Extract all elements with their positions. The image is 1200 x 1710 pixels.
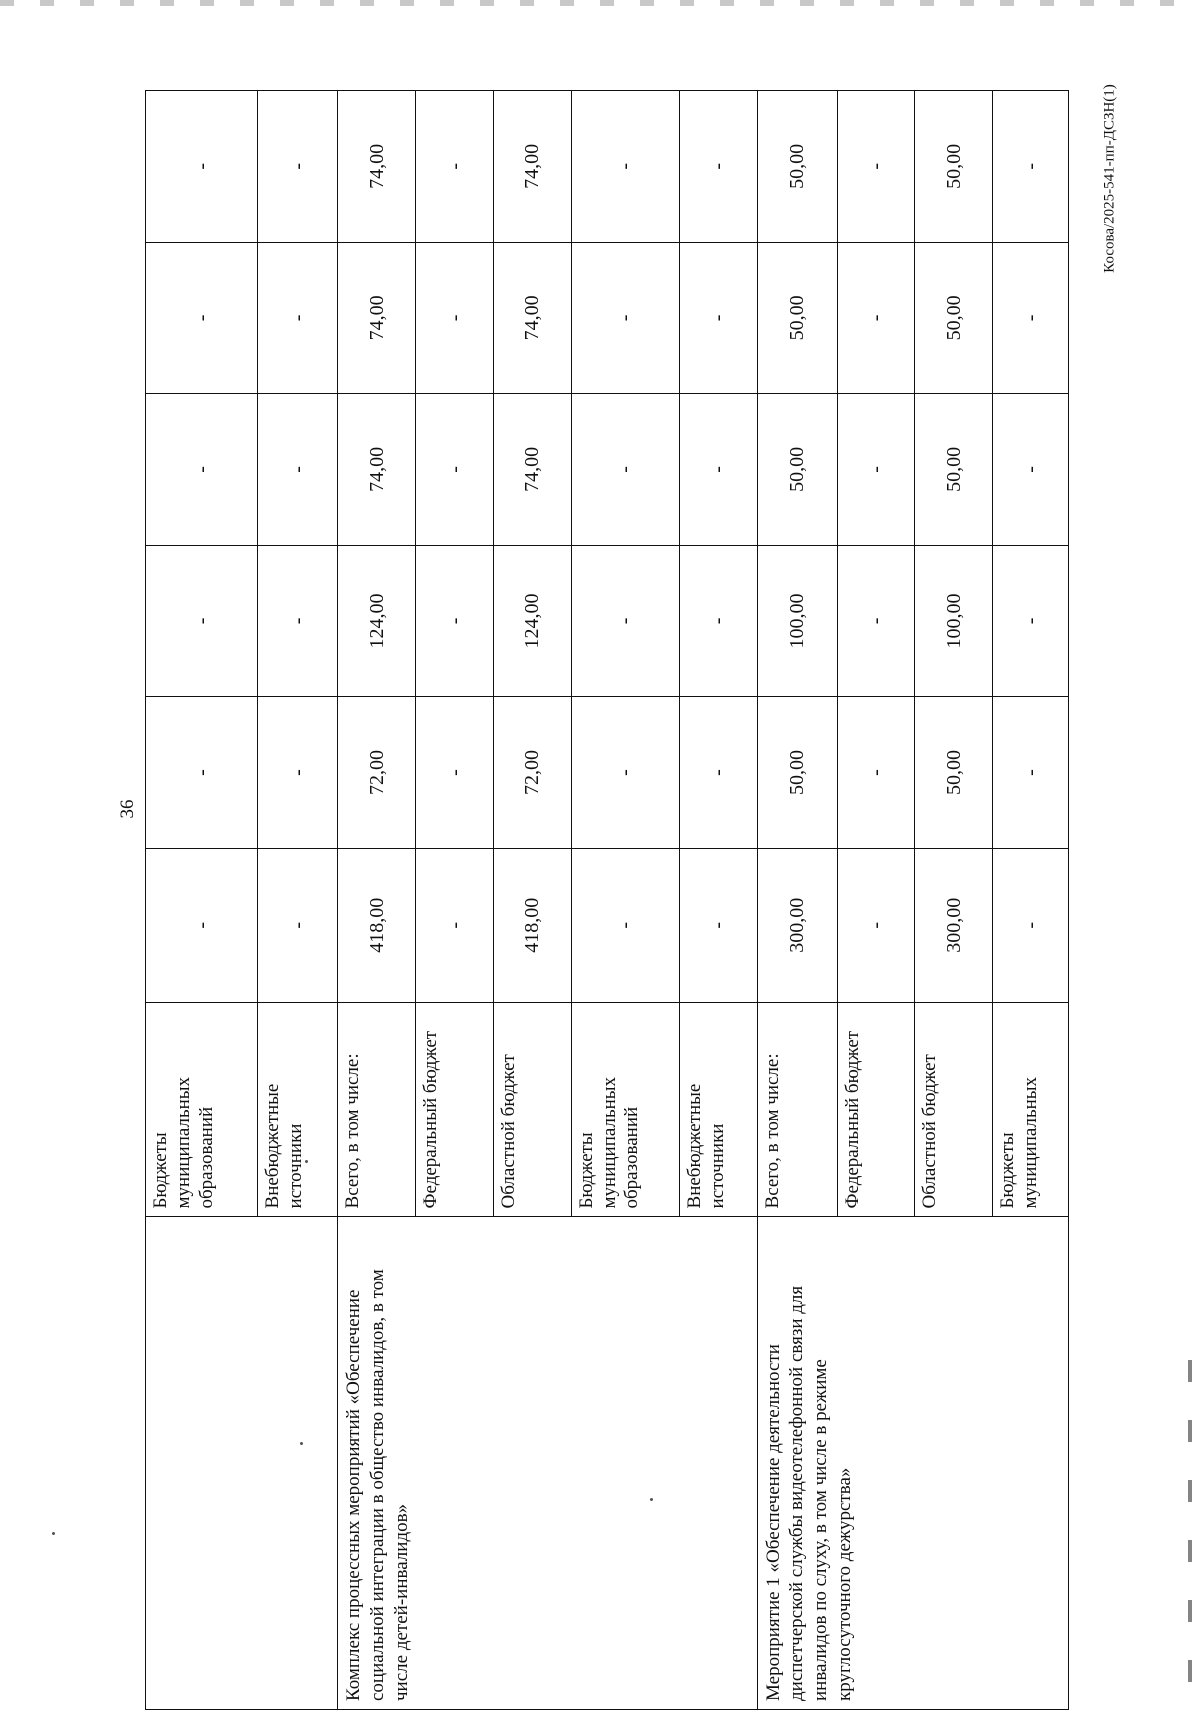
amount-cell: - [993, 394, 1069, 546]
amount-cell: 50,00 [757, 394, 837, 546]
funding-source-cell: Всего, в том числе: [338, 1002, 416, 1217]
amount-cell: 74,00 [493, 91, 571, 243]
amount-cell: - [571, 848, 679, 1002]
amount-cell: - [258, 848, 338, 1002]
amount-cell: - [993, 848, 1069, 1002]
amount-cell: - [416, 848, 494, 1002]
amount-cell: - [571, 545, 679, 697]
amount-cell: - [993, 545, 1069, 697]
budget-table-container [145, 90, 1069, 1710]
amount-cell: - [416, 697, 494, 849]
amount-cell: - [416, 394, 494, 546]
amount-cell: - [146, 697, 258, 849]
amount-cell: - [679, 394, 757, 546]
amount-cell: - [679, 91, 757, 243]
scan-artifact-right [1188, 1360, 1192, 1700]
amount-cell: 74,00 [338, 394, 416, 546]
amount-cell: 100,00 [915, 545, 993, 697]
activity-name-cell: Мероприятие 1 «Обеспечение деятельности диспетчерской службы видеотелефонной связи для инвалидов по слуху, в том числе в режиме круглосуточного дежурства» [757, 1217, 1068, 1710]
funding-source-cell: Бюджеты муниципальных [993, 1002, 1069, 1217]
amount-cell: - [258, 394, 338, 546]
amount-cell: - [258, 242, 338, 394]
amount-cell: 50,00 [915, 242, 993, 394]
amount-cell: 100,00 [757, 545, 837, 697]
amount-cell: - [146, 545, 258, 697]
amount-cell: 124,00 [493, 545, 571, 697]
amount-cell: - [837, 545, 915, 697]
funding-source-cell: Внебюджетные источники [679, 1002, 757, 1217]
scan-speck [52, 1532, 55, 1535]
amount-cell: - [571, 697, 679, 849]
document-code: Косова/2025-541-пп-ДСЗН(1) [1101, 84, 1118, 273]
amount-cell: 50,00 [757, 91, 837, 243]
amount-cell: 124,00 [338, 545, 416, 697]
amount-cell: - [837, 848, 915, 1002]
scan-artifact-top [0, 0, 1200, 6]
amount-cell: - [837, 394, 915, 546]
amount-cell: 74,00 [493, 242, 571, 394]
amount-cell: - [146, 242, 258, 394]
amount-cell: 50,00 [757, 242, 837, 394]
amount-cell: - [679, 545, 757, 697]
amount-cell: 418,00 [338, 848, 416, 1002]
amount-cell: - [679, 848, 757, 1002]
amount-cell: - [146, 91, 258, 243]
amount-cell: 50,00 [915, 697, 993, 849]
amount-cell: - [146, 848, 258, 1002]
amount-cell: 50,00 [915, 394, 993, 546]
amount-cell: - [993, 697, 1069, 849]
amount-cell: - [993, 91, 1069, 243]
table-row [146, 91, 258, 1710]
amount-cell: - [416, 91, 494, 243]
amount-cell: 50,00 [757, 697, 837, 849]
amount-cell: - [416, 242, 494, 394]
amount-cell: - [679, 242, 757, 394]
amount-cell: 50,00 [915, 91, 993, 243]
amount-cell: - [146, 394, 258, 546]
amount-cell: - [258, 697, 338, 849]
amount-cell: - [571, 242, 679, 394]
funding-source-cell: Федеральный бюджет [837, 1002, 915, 1217]
amount-cell: 418,00 [493, 848, 571, 1002]
amount-cell: - [837, 242, 915, 394]
activity-name-cell: Комплекс процессных мероприятий «Обеспечение социальной интеграции в общество инвалидов, в том числе детей-инвалидов» [338, 1217, 757, 1710]
amount-cell: 74,00 [493, 394, 571, 546]
amount-cell: 300,00 [915, 848, 993, 1002]
amount-cell: - [679, 697, 757, 849]
table-row [338, 91, 416, 1710]
funding-source-cell: Областной бюджет [493, 1002, 571, 1217]
funding-source-cell: Бюджеты муниципальных образований [571, 1002, 679, 1217]
funding-source-cell: Федеральный бюджет [416, 1002, 494, 1217]
table-row [757, 91, 837, 1710]
amount-cell: - [258, 91, 338, 243]
amount-cell: 74,00 [338, 91, 416, 243]
budget-table [145, 90, 1069, 1710]
funding-source-cell: Внебюджетные источники [258, 1002, 338, 1217]
amount-cell: - [416, 545, 494, 697]
activity-name-cell [146, 1217, 338, 1710]
amount-cell: - [258, 545, 338, 697]
amount-cell: - [993, 242, 1069, 394]
funding-source-cell: Всего, в том числе: [757, 1002, 837, 1217]
funding-source-cell: Бюджеты муниципальных образований [146, 1002, 258, 1217]
amount-cell: 74,00 [338, 242, 416, 394]
amount-cell: 300,00 [757, 848, 837, 1002]
amount-cell: - [837, 697, 915, 849]
amount-cell: - [571, 91, 679, 243]
amount-cell: - [571, 394, 679, 546]
amount-cell: 72,00 [338, 697, 416, 849]
amount-cell: - [837, 91, 915, 243]
funding-source-cell: Областной бюджет [915, 1002, 993, 1217]
amount-cell: 72,00 [493, 697, 571, 849]
page-number: 36 [117, 799, 138, 819]
